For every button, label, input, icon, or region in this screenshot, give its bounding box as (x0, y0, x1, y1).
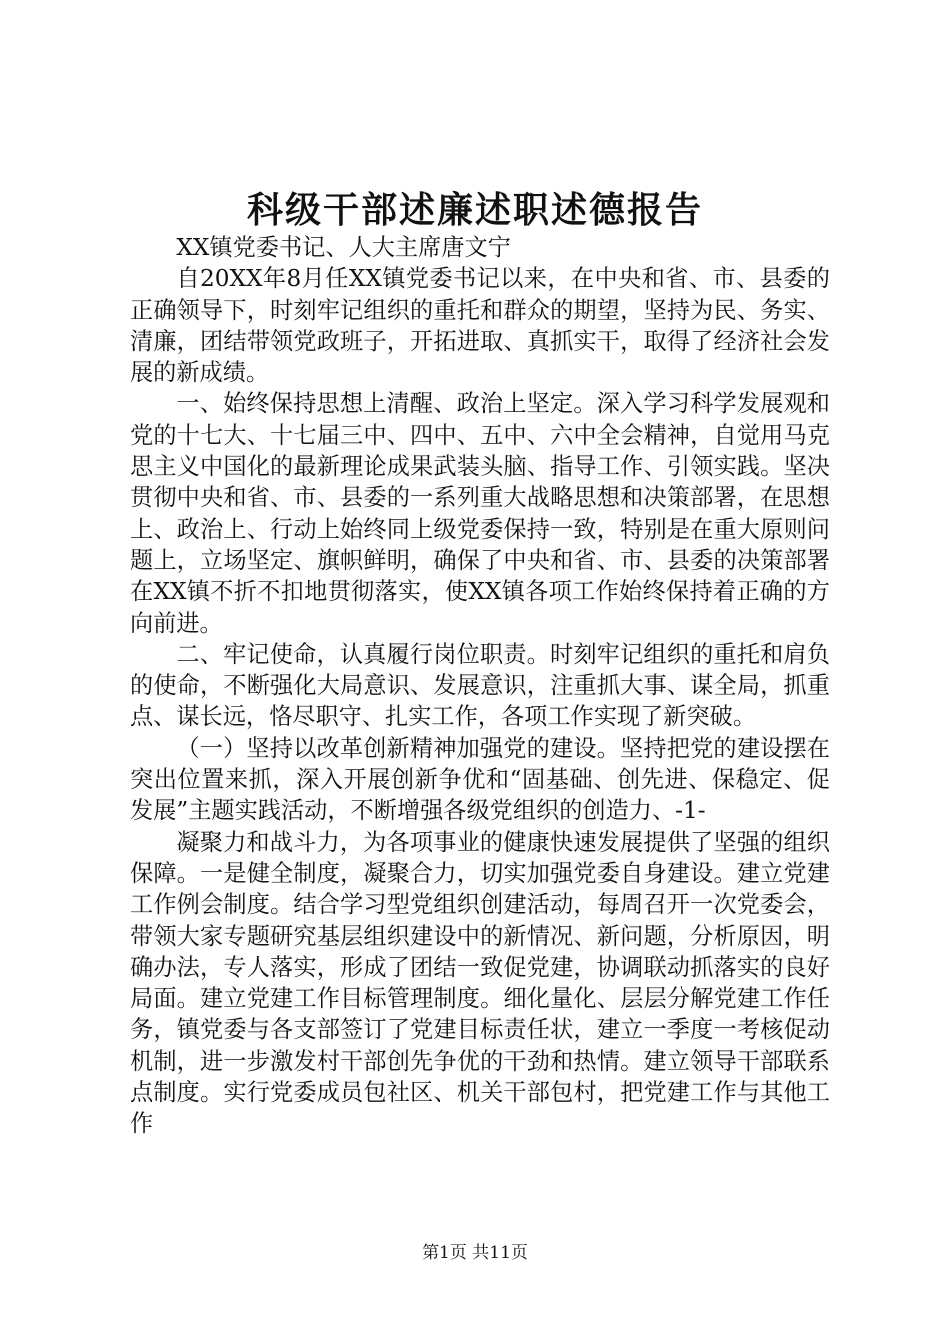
document-title: 科级干部述廉述职述德报告 (246, 189, 703, 231)
paragraph: 二、牢记使命，认真履行岗位职责。时刻牢记组织的重托和肩负的使命，不断强化大局意识、发展意识，注重抓大事、谋全局，抓重点、谋长远，恪尽职守、扎实工作，各项工作实现了新突破。 (130, 640, 830, 731)
author-line: XX镇党委书记、人大主席唐文宁 (176, 234, 511, 261)
document-body (130, 232, 830, 1140)
paragraph: 凝聚力和战斗力，为各项事业的健康快速发展提供了坚强的组织保障。一是健全制度，凝聚合力，切实加强党委自身建设。建立党建工作例会制度。结合学习型党组织创建活动，每周召开一次党委会，带领大家专题研究基层组织建设中的新情况、新问题，分析原因，明确办法，专人落实，形成了团结一致促党建，协调联动抓落实的良好局面。建立党建工作目标管理制度。细化量化、层层分解党建工作任务，镇党委与各支部签订了党建目标责任状，建立一季度一考核促动机制，进一步激发村干部创先争优的干劲和热情。建立领导干部联系点制度。实行党委成员包社区、机关干部包村，把党建工作与其他工作 (130, 828, 830, 1138)
page-footer: 第1页 共11页 (422, 1243, 528, 1263)
paragraph: 一、始终保持思想上清醒、政治上坚定。深入学习科学发展观和党的十七大、十七届三中、四中、五中、六中全会精神，自觉用马克思主义中国化的最新理论成果武装头脑、指导工作、引领实践。坚决贯彻中央和省、市、县委的一系列重大战略思想和决策部署，在思想上、政治上、行动上始终同上级党委保持一致，特别是在重大原则问题上，立场坚定、旗帜鲜明，确保了中央和省、市、县委的决策部署在XX镇不折不扣地贯彻落实，使XX镇各项工作始终保持着正确的方向前进。 (130, 390, 830, 637)
paragraph: 自20XX年8月任XX镇党委书记以来，在中央和省、市、县委的正确领导下，时刻牢记组织的重托和群众的期望，坚持为民、务实、清廉，团结带领党政班子，开拓进取、真抓实干，取得了经济社会发展的新成绩。 (130, 265, 830, 387)
paragraph: （一）坚持以改革创新精神加强党的建设。坚持把党的建设摆在突出位置来抓，深入开展创新争优和“固基础、创先进、保稳定、促发展”主题实践活动，不断增强各级党组织的创造力、-1- (130, 734, 830, 825)
